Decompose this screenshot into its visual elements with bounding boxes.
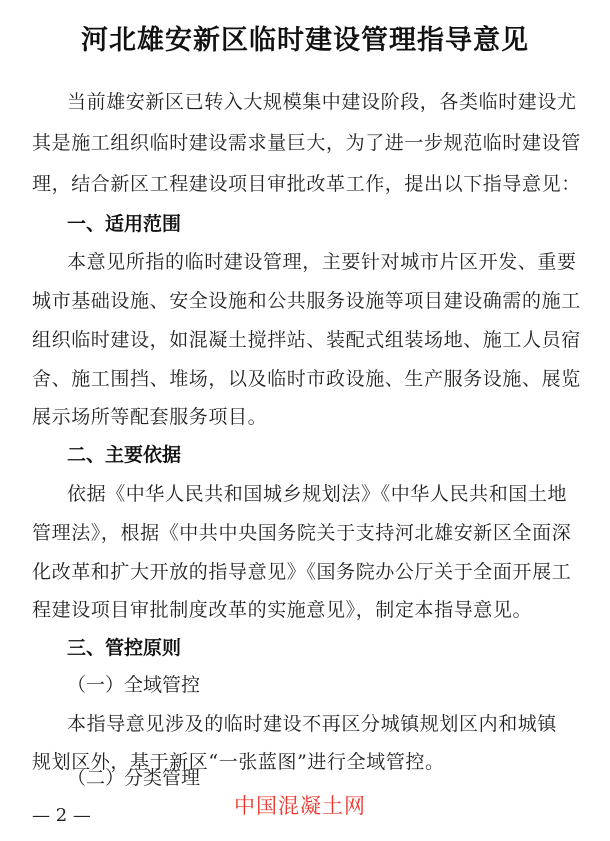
section-2-line-4: 程建设项目审批制度改革的实施意见》，制定本指导意见。: [32, 599, 533, 621]
section-1-line-1: 本意见所指的临时建设管理，主要针对城市片区开发、重要: [67, 251, 577, 273]
document-title: 河北雄安新区临时建设管理指导意见: [81, 25, 529, 56]
intro-line-3: 理，结合新区工程建设项目审批改革工作，提出以下指导意见：: [32, 173, 581, 195]
page-number: — 2 —: [32, 805, 91, 826]
section-1-heading: 一、适用范围: [67, 213, 182, 235]
intro-line-1: 当前雄安新区已转入大规模集中建设阶段，各类临时建设尤: [67, 91, 577, 113]
section-1-line-5: 展示场所等配套服务项目。: [32, 406, 268, 428]
section-2-line-3: 化改革和扩大开放的指导意见》《国务院办公厅关于全面开展工: [32, 561, 572, 583]
subsection-1-line-1: 本指导意见涉及的临时建设不再区分城镇规划区内和城镇: [67, 713, 558, 735]
section-2-line-2: 管理法》，根据《中共中央国务院关于支持河北雄安新区全面深: [32, 522, 572, 544]
section-2-line-1: 依据《中华人民共和国城乡规划法》《中华人民共和国土地: [67, 483, 568, 505]
subsection-1-line-2: 规划区外，基于新区“一张蓝图”进行全域管控。: [32, 751, 445, 773]
watermark-text: 中国混凝土网: [234, 794, 366, 818]
section-3-heading: 三、管控原则: [67, 637, 182, 659]
section-1-line-3: 组织临时建设，如混凝土搅拌站、装配式组装场地、施工人员宿: [32, 329, 581, 351]
intro-line-2: 其是施工组织临时建设需求量巨大，为了进一步规范临时建设管: [32, 132, 581, 154]
subsection-2-heading: （二）分类管理: [67, 767, 201, 789]
section-1-line-2: 城市基础设施、安全设施和公共服务设施等项目建设确需的施工: [32, 290, 581, 312]
subsection-1-heading: （一）全域管控: [67, 674, 201, 696]
section-1-line-4: 舍、施工围挡、堆场，以及临时市政设施、生产服务设施、展览: [32, 368, 581, 390]
section-2-heading: 二、主要依据: [67, 444, 182, 466]
